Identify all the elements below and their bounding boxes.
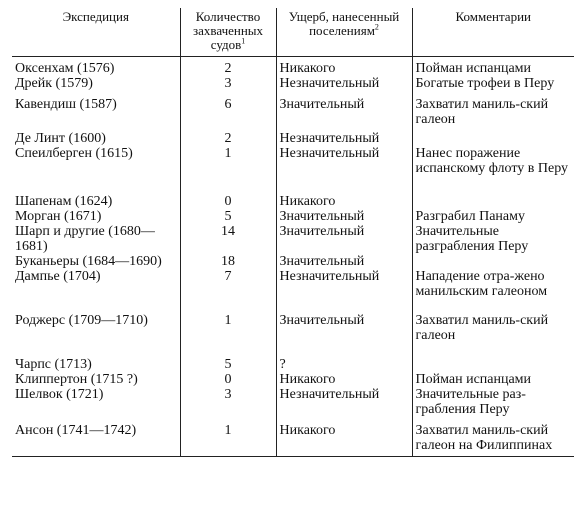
table-row xyxy=(12,57,574,77)
cell-expedition: Дампье (1704) xyxy=(15,269,101,284)
cell-damage: Значительный xyxy=(276,299,412,343)
cell-ships: 2 xyxy=(180,57,276,77)
cell-expedition: Роджерс (1709—1710) xyxy=(15,313,148,328)
table-header-row xyxy=(12,8,574,57)
cell-comment: Захватил маниль-ский галеон xyxy=(412,91,574,127)
cell-expedition: Шапенам (1624) xyxy=(15,194,113,209)
cell-ships: 2 xyxy=(180,127,276,146)
cell-damage: Незначительный xyxy=(276,146,412,176)
footnote-marker-1: 1 xyxy=(241,36,246,46)
cell-comment: Богатые трофеи в Перу xyxy=(412,76,574,91)
cell-expedition: Клиппертон (1715 ?) xyxy=(15,372,138,387)
cell-comment: Нападение отра-жено манильским галеоном xyxy=(412,269,574,299)
table-row xyxy=(12,176,574,209)
header-comments: Комментарии xyxy=(412,8,574,57)
cell-damage: Значительный xyxy=(276,254,412,269)
cell-damage: Никакого xyxy=(276,176,412,209)
cell-comment: Пойман испанцами xyxy=(412,372,574,387)
cell-comment xyxy=(412,254,574,269)
table-row xyxy=(12,299,574,343)
cell-expedition: Чарпс (1713) xyxy=(15,357,92,372)
table-row xyxy=(12,76,574,91)
footnote-marker-2: 2 xyxy=(374,22,379,32)
cell-ships: 5 xyxy=(180,343,276,372)
cell-comment xyxy=(412,343,574,372)
table-row xyxy=(12,254,574,269)
cell-damage: Никакого xyxy=(276,372,412,387)
table-row xyxy=(12,269,574,299)
cell-comment xyxy=(412,176,574,209)
cell-damage: Значительный xyxy=(276,224,412,254)
table-row xyxy=(12,372,574,387)
header-damage: Ущерб, нанесенный поселениям$^2$ xyxy=(276,8,412,57)
cell-ships: 1 xyxy=(180,417,276,457)
cell-ships: 0 xyxy=(180,372,276,387)
cell-comment: Разграбил Панаму xyxy=(412,209,574,224)
cell-comment: Значительные раз-грабления Перу xyxy=(412,387,574,417)
cell-ships: 3 xyxy=(180,387,276,417)
cell-comment: Захватил маниль-ский галеон xyxy=(412,299,574,343)
cell-ships: 3 xyxy=(180,76,276,91)
cell-expedition: Дрейк (1579) xyxy=(15,76,93,91)
cell-comment xyxy=(412,127,574,146)
table-body xyxy=(12,57,574,457)
cell-ships: 1 xyxy=(180,146,276,176)
cell-damage: Незначительный xyxy=(276,387,412,417)
cell-damage: Значительный xyxy=(276,91,412,127)
cell-comment: Нанес поражение испанскому флоту в Перу xyxy=(412,146,574,176)
cell-expedition: Кавендиш (1587) xyxy=(15,97,117,112)
table-row xyxy=(12,127,574,146)
table-row xyxy=(12,91,574,127)
cell-expedition: Ансон (1741—1742) xyxy=(12,417,180,457)
cell-damage: Незначительный xyxy=(276,76,412,91)
cell-expedition: Морган (1671) xyxy=(15,209,102,224)
cell-ships: 5 xyxy=(180,209,276,224)
cell-ships: 7 xyxy=(180,269,276,299)
header-ships: Количество захваченных судов$^1$ xyxy=(180,8,276,57)
cell-ships: 14 xyxy=(180,224,276,254)
cell-ships: 1 xyxy=(180,299,276,343)
cell-expedition: Спеилберген (1615) xyxy=(15,146,133,161)
table-row xyxy=(12,343,574,372)
cell-comment: Значительные разграбления Перу xyxy=(412,224,574,254)
cell-ships: 6 xyxy=(180,91,276,127)
table-row xyxy=(12,417,574,457)
cell-expedition: Буканьеры (1684—1690) xyxy=(15,254,162,269)
cell-damage: Никакого xyxy=(276,57,412,77)
expeditions-table xyxy=(12,8,574,457)
cell-damage: Никакого xyxy=(276,417,412,457)
cell-damage: Незначительный xyxy=(276,127,412,146)
table-row xyxy=(12,146,574,176)
table-row xyxy=(12,224,574,254)
header-expedition: Экспедиция xyxy=(12,8,180,57)
cell-expedition: Оксенхам (1576) xyxy=(15,61,115,76)
table-row xyxy=(12,209,574,224)
cell-damage: Значительный xyxy=(276,209,412,224)
table-row xyxy=(12,387,574,417)
cell-ships: 18 xyxy=(180,254,276,269)
cell-comment: Пойман испанцами xyxy=(412,57,574,77)
cell-expedition: Шарп и другие (1680—1681) xyxy=(15,224,155,254)
cell-expedition: Шелвок (1721) xyxy=(15,387,104,402)
cell-expedition: Де Линт (1600) xyxy=(15,131,106,146)
cell-ships: 0 xyxy=(180,176,276,209)
cell-damage: Незначительный xyxy=(276,269,412,299)
cell-comment: Захватил маниль-ский галеон на Филиппинах xyxy=(412,417,574,457)
cell-damage: ? xyxy=(276,343,412,372)
